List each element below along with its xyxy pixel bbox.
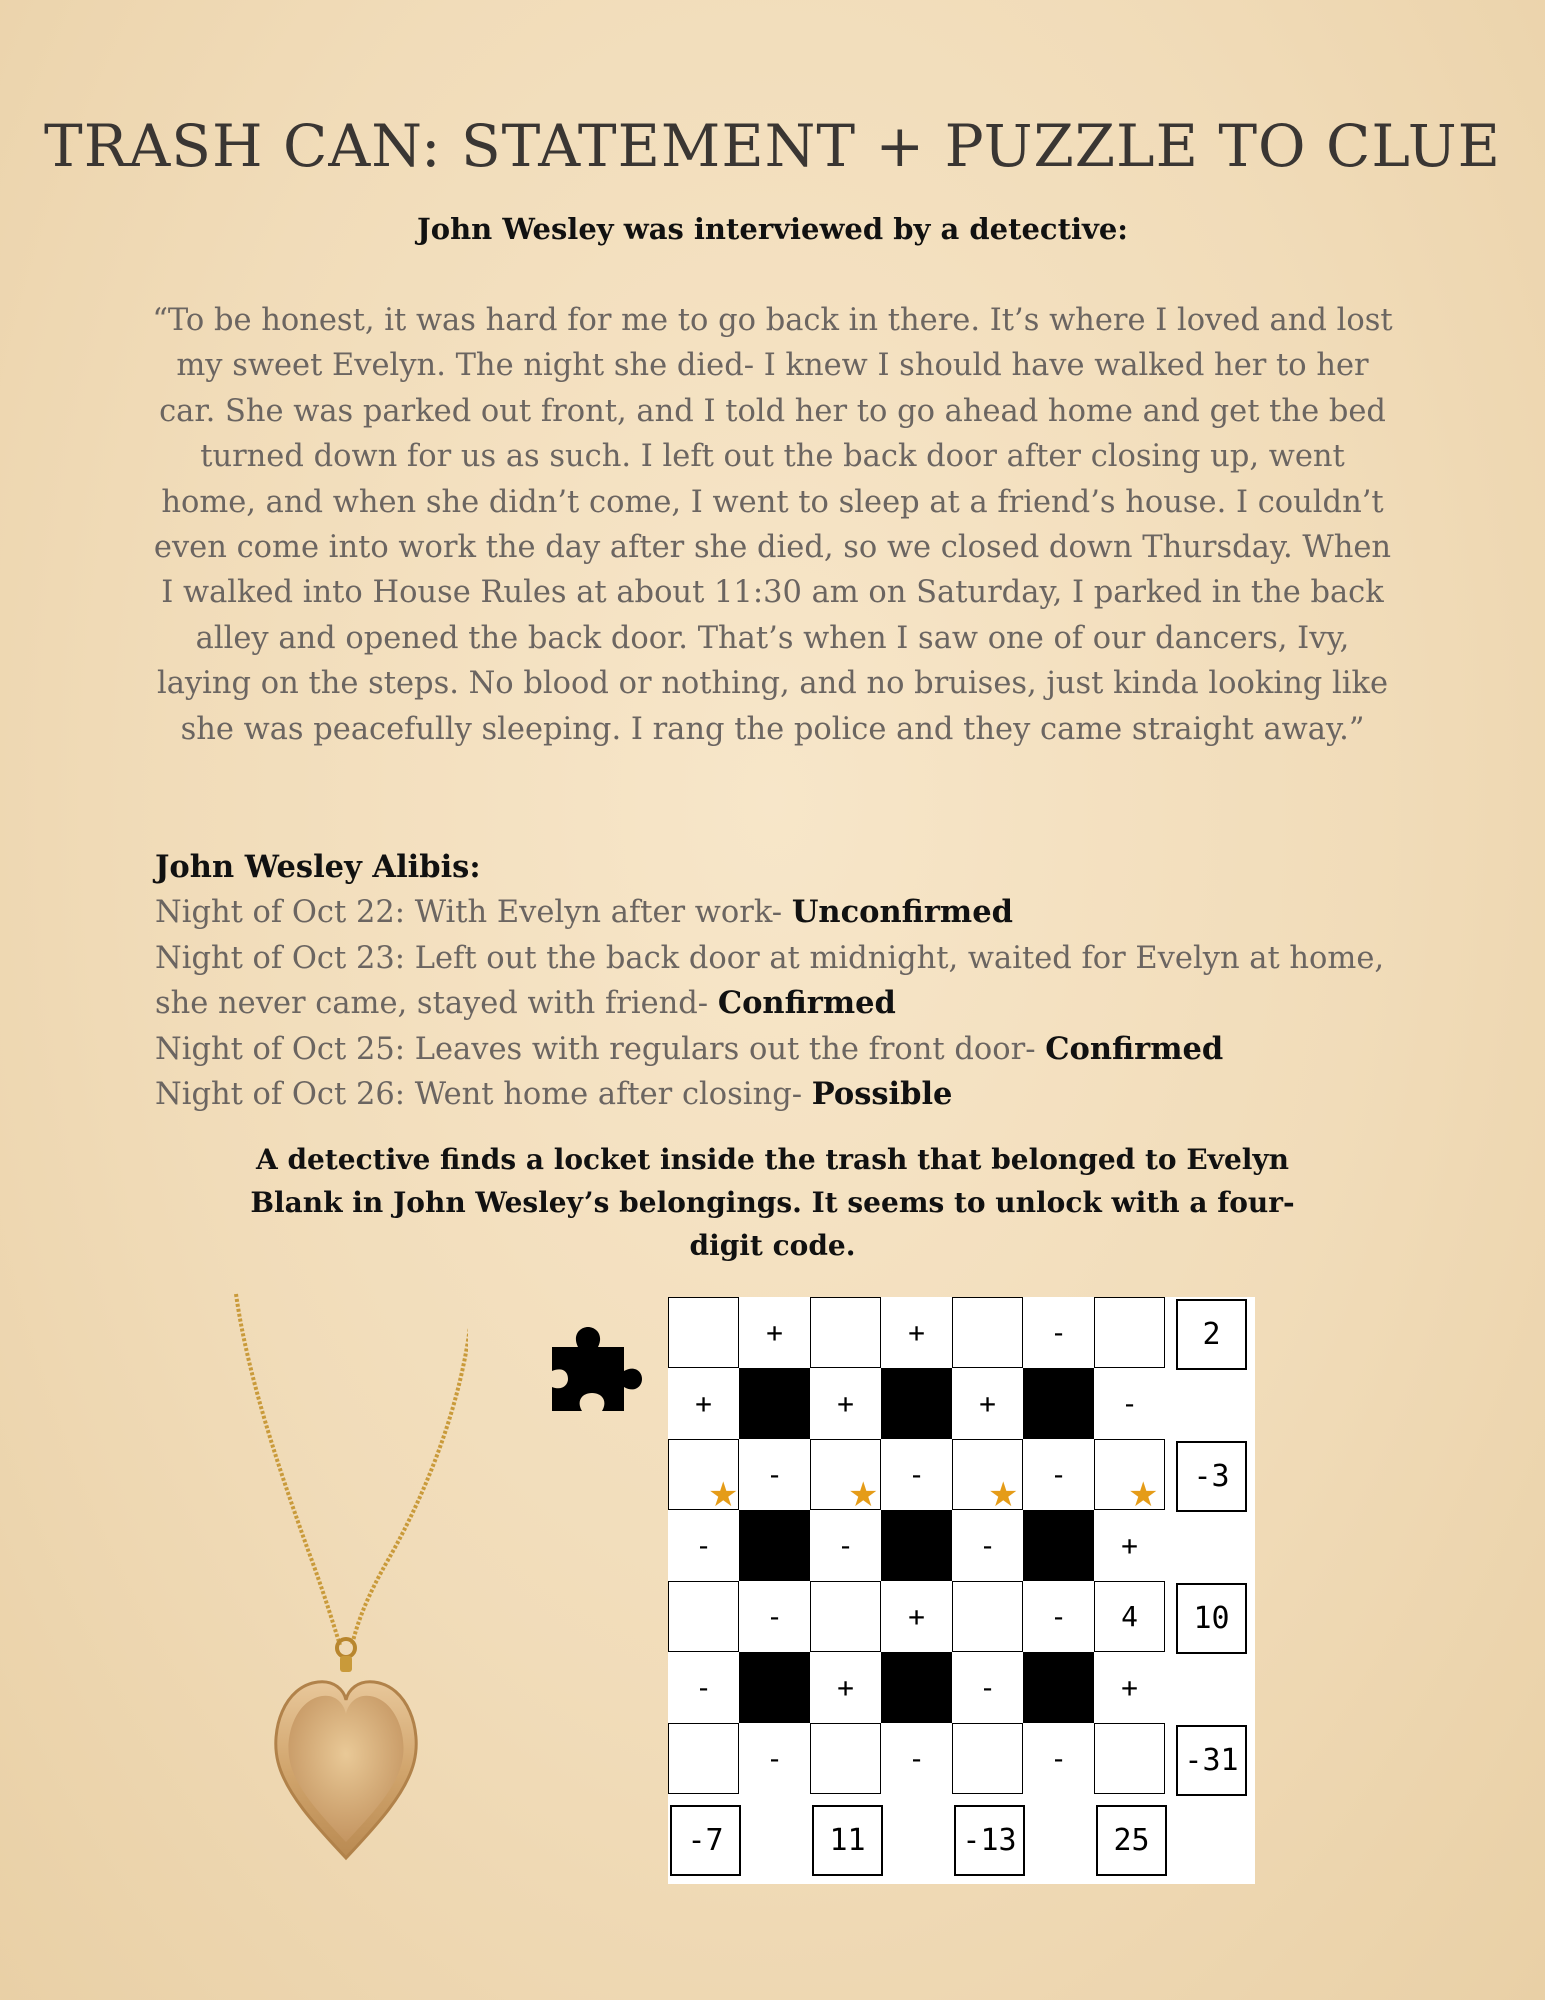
operator-cell: +: [908, 1316, 925, 1349]
operator-cell: +: [1121, 1529, 1138, 1562]
answer-cell[interactable]: [810, 1723, 881, 1794]
blocked-cell: [739, 1510, 810, 1581]
puzzle-piece-icon: [550, 1325, 642, 1413]
alibi-entry: [155, 890, 1415, 935]
alibi-section: [155, 845, 1415, 1117]
star-icon: ★: [848, 1475, 879, 1515]
answer-cell[interactable]: [668, 1297, 739, 1368]
operator-cell: -: [1050, 1316, 1067, 1349]
blocked-cell: [881, 1368, 952, 1439]
witness-statement: “To be honest, it was hard for me to go back in there. It’s where I loved and lost my sweet Evelyn. The night she died- I knew I should have walked her to her car. She was parked out front, and I told her to go ahead home and get the bed turned down for us as such. I left out the back door after closing up, went home, and when she didn’t come, I went to sleep at a friend’s house. I couldn’t even come into work the day after she died, so we closed down Thursday. When I walked into House Rules at about 11:30 am on Saturday, I parked in the back alley and opened the back door. That’s when I saw one of our dancers, Ivy, laying on the steps. No blood or nothing, and no bruises, just kinda looking like she was peacefully sleeping. I rang the police and they came straight away.”: [152, 303, 1393, 747]
blocked-cell: [739, 1652, 810, 1723]
alibi-entry: [155, 1072, 1415, 1117]
alibi-text: Night of Oct 25: Leaves with regulars out the front door-: [155, 1031, 1046, 1067]
operator-cell: -: [908, 1742, 925, 1775]
column-result-clue: -13: [954, 1805, 1025, 1876]
star-icon: ★: [708, 1475, 739, 1515]
operator-cell: -: [979, 1529, 996, 1562]
operator-cell: +: [837, 1671, 854, 1704]
answer-cell[interactable]: [668, 1723, 739, 1794]
page-title: TRASH CAN: STATEMENT + PUZZLE TO CLUE: [44, 112, 1501, 180]
operator-cell: -: [908, 1458, 925, 1491]
operator-cell: -: [1050, 1742, 1067, 1775]
interview-intro: John Wesley was interviewed by a detective:: [417, 212, 1128, 246]
answer-cell[interactable]: [1094, 1723, 1165, 1794]
alibi-status: Unconfirmed: [791, 894, 1013, 931]
alibi-text: Night of Oct 23: Left out the back door at midnight, waited for Evelyn at home, she never came, stayed with friend-: [155, 940, 1385, 1022]
column-result-clue: 11: [812, 1805, 883, 1876]
operator-cell: +: [1121, 1671, 1138, 1704]
alibi-title: John Wesley Alibis:: [155, 849, 481, 885]
operator-cell: -: [766, 1458, 783, 1491]
alibi-status: Confirmed: [717, 985, 896, 1022]
row-result-clue: -31: [1176, 1725, 1247, 1796]
alibi-entry: [155, 1027, 1415, 1072]
answer-cell[interactable]: [1094, 1297, 1165, 1368]
answer-cell[interactable]: [668, 1581, 739, 1652]
locket-finding: A detective finds a locket inside the trash that belonged to Evelyn Blank in John Wesley’s belongings. It seems to unlock with a four-digit code.: [250, 1143, 1295, 1262]
operator-cell: -: [766, 1600, 783, 1633]
operator-cell: +: [695, 1387, 712, 1420]
operator-cell: +: [766, 1316, 783, 1349]
row-result-clue: 10: [1176, 1583, 1247, 1654]
given-value-cell: 4: [1094, 1581, 1165, 1652]
alibi-text: Night of Oct 22: With Evelyn after work-: [155, 895, 792, 931]
operator-cell: -: [1121, 1387, 1138, 1420]
blocked-cell: [881, 1510, 952, 1581]
alibi-text: Night of Oct 26: Went home after closing-: [155, 1077, 812, 1113]
operator-cell: -: [695, 1529, 712, 1562]
column-result-clue: 25: [1096, 1805, 1167, 1876]
answer-cell[interactable]: [810, 1581, 881, 1652]
row-result-clue: 2: [1176, 1299, 1247, 1370]
blocked-cell: [1023, 1510, 1094, 1581]
answer-cell[interactable]: [952, 1723, 1023, 1794]
blocked-cell: [1023, 1368, 1094, 1439]
operator-cell: -: [1050, 1600, 1067, 1633]
blocked-cell: [739, 1368, 810, 1439]
operator-cell: -: [766, 1742, 783, 1775]
star-icon: ★: [1128, 1475, 1159, 1515]
blocked-cell: [1023, 1652, 1094, 1723]
operator-cell: +: [837, 1387, 854, 1420]
alibi-status: Confirmed: [1045, 1030, 1224, 1067]
blocked-cell: [881, 1652, 952, 1723]
column-result-clue: -7: [670, 1805, 741, 1876]
row-result-clue: -3: [1176, 1441, 1247, 1512]
operator-cell: +: [908, 1600, 925, 1633]
answer-cell[interactable]: [810, 1297, 881, 1368]
answer-cell[interactable]: [952, 1581, 1023, 1652]
answer-cell[interactable]: [952, 1297, 1023, 1368]
operator-cell: +: [979, 1387, 996, 1420]
operator-cell: -: [837, 1529, 854, 1562]
number-puzzle-grid: [668, 1297, 1255, 1884]
star-icon: ★: [988, 1475, 1019, 1515]
alibi-entry: [155, 936, 1415, 1027]
operator-cell: -: [1050, 1458, 1067, 1491]
heart-locket-necklace-image: [228, 1290, 468, 1870]
operator-cell: -: [979, 1671, 996, 1704]
operator-cell: -: [695, 1671, 712, 1704]
alibi-status: Possible: [811, 1076, 953, 1113]
